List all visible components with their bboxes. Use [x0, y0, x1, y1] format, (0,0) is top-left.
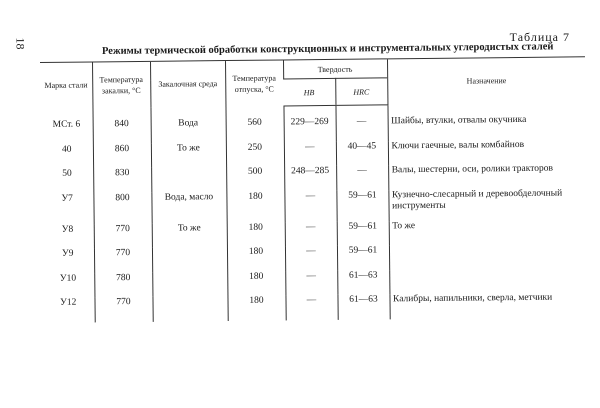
cell-quench: 770 [94, 297, 152, 322]
cell-grade: МСт. 6 [52, 119, 81, 130]
cell-hrc: 61—63 [337, 294, 389, 319]
cell-hrc: 59—61 [337, 245, 389, 270]
cell-quench: 840 [92, 107, 150, 144]
cell-purpose: Шайбы, втулки, отвалы окучника [387, 103, 585, 141]
header-quench-medium: Закалочная среда [150, 61, 225, 108]
cell-grade: У9 [61, 248, 74, 259]
table-title: Режимы термической обработки конструкционных и инструментальных углеродистых сталей [101, 41, 554, 57]
cell-hrc: 59—61 [337, 221, 389, 246]
cell-grade: У7 [61, 193, 73, 204]
table-label: Таблица 7 [509, 30, 570, 44]
header-hrc: HRC [335, 78, 387, 106]
cell-medium [152, 247, 227, 272]
cell-purpose [389, 268, 587, 295]
cell-grade: У10 [59, 273, 77, 284]
cell-quench: 770 [94, 223, 152, 248]
cell-hb: 229—269 [283, 105, 335, 142]
cell-temper: 180 [227, 271, 285, 296]
cell-hrc: 59—61 [336, 190, 388, 222]
cell-hrc: — [335, 105, 387, 142]
cell-temper: 180 [227, 246, 285, 271]
header-quench-temp: Температура закалки, °С [92, 61, 150, 108]
table-row [42, 292, 587, 322]
cell-grade: У12 [60, 297, 77, 308]
cell-temper: 180 [227, 222, 285, 247]
cell-purpose: Ключи гаечные, валы комбайнов [388, 139, 586, 166]
cell-temper: 250 [226, 142, 284, 167]
cell-medium: Вода, масло [151, 192, 226, 224]
cell-temper: 180 [226, 191, 284, 223]
cell-hrc: 40—45 [336, 141, 388, 166]
cell-medium [152, 272, 227, 297]
cell-quench: 860 [93, 143, 151, 168]
cell-medium [152, 296, 227, 321]
cell-hb: — [285, 270, 337, 295]
cell-hb: — [284, 190, 336, 222]
cell-grade: 50 [62, 168, 72, 179]
cell-medium: То же [151, 143, 226, 168]
cell-quench: 800 [93, 192, 151, 224]
cell-quench: 770 [94, 248, 152, 273]
cell-hrc: 61—63 [337, 270, 389, 295]
cell-hb: 248—285 [284, 166, 336, 191]
cell-hb: — [285, 246, 337, 271]
table-row [40, 103, 585, 145]
cell-hrc: — [336, 165, 388, 190]
cell-hb: — [285, 295, 337, 320]
cell-medium: Вода [150, 107, 225, 144]
header-hardness: Твердость [283, 59, 387, 79]
cell-purpose [389, 243, 587, 270]
cell-grade: У8 [61, 224, 74, 235]
cell-purpose: Валы, шестерни, оси, ролики тракторов [388, 163, 586, 190]
header-purpose: Назначение [387, 57, 585, 105]
cell-hb: — [285, 221, 337, 246]
cell-grade: 40 [61, 144, 72, 155]
cell-medium [151, 167, 226, 192]
cell-temper: 180 [227, 295, 285, 320]
cell-temper: 560 [225, 106, 283, 143]
cell-quench: 830 [93, 168, 151, 193]
header-grade: Марка стали [40, 62, 92, 109]
cell-purpose: Калибры, напильники, сверла, метчики [389, 292, 587, 319]
cell-medium: То же [152, 223, 227, 248]
cell-purpose: Кузнечно-слесарный и деревообделочный инструменты [388, 188, 586, 221]
header-hb: НВ [283, 78, 335, 106]
page-number: 18 [13, 37, 28, 50]
header-temper-temp: Температура отпуска, °С [225, 60, 283, 107]
cell-purpose: То же [389, 219, 587, 246]
cell-quench: 780 [94, 272, 152, 297]
cell-hb: — [284, 141, 336, 166]
heat-treatment-table [40, 56, 588, 322]
cell-temper: 500 [226, 166, 284, 191]
